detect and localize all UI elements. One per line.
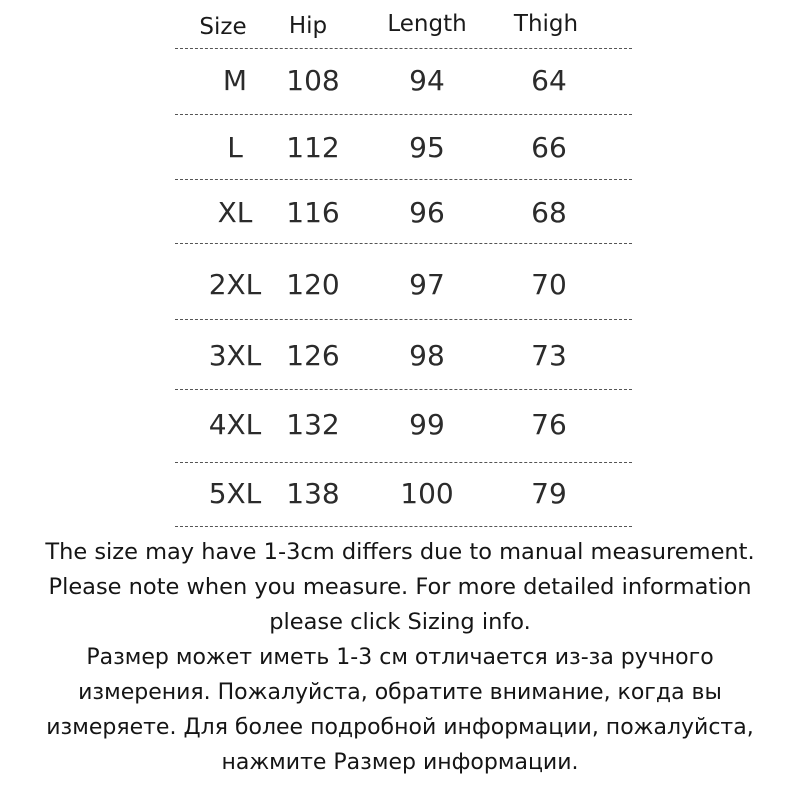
thigh-cell: 66	[531, 131, 567, 164]
length-cell: 95	[409, 131, 445, 164]
size-cell: XL	[217, 196, 253, 229]
table-row	[175, 463, 632, 527]
length-cell: 98	[409, 339, 445, 372]
russian-note-line: измеряете. Для более подробной информации, пожалуйста,	[46, 715, 754, 740]
thigh-cell: 79	[531, 477, 567, 510]
thigh-cell: 70	[531, 268, 567, 301]
hip-cell: 126	[286, 339, 340, 372]
length-cell: 94	[409, 64, 445, 97]
header-thigh: Thigh	[513, 11, 579, 37]
table-row	[175, 115, 632, 180]
table-row	[175, 244, 632, 320]
header-size: Size	[199, 14, 247, 40]
header-length: Length	[387, 11, 467, 37]
russian-note-line: измерения. Пожалуйста, обратите внимание, когда вы	[78, 680, 722, 705]
hip-cell: 120	[286, 268, 340, 301]
thigh-cell: 68	[531, 196, 567, 229]
russian-note-line: нажмите Размер информации.	[221, 750, 579, 775]
size-cell: M	[222, 64, 248, 97]
hip-cell: 138	[286, 477, 340, 510]
thigh-cell: 76	[531, 408, 567, 441]
length-cell: 96	[409, 196, 445, 229]
size-cell: 4XL	[208, 408, 262, 441]
size-cell: 3XL	[208, 339, 262, 372]
russian-note-line: Размер может иметь 1-3 см отличается из-за ручного	[86, 645, 714, 670]
russian-note	[0, 640, 800, 780]
size-cell: 2XL	[208, 268, 262, 301]
table-row	[175, 180, 632, 244]
english-note-line: please click Sizing info.	[269, 609, 531, 635]
english-note-line: The size may have 1-3cm differs due to manual measurement.	[45, 539, 755, 565]
table-row	[175, 48, 632, 115]
header-hip: Hip	[288, 13, 328, 39]
size-cell: 5XL	[208, 477, 262, 510]
english-note-line: Please note when you measure. For more detailed information	[48, 574, 752, 600]
hip-cell: 116	[286, 196, 340, 229]
length-cell: 99	[409, 408, 445, 441]
english-note	[0, 535, 800, 640]
hip-cell: 112	[286, 131, 340, 164]
thigh-cell: 73	[531, 339, 567, 372]
length-cell: 100	[400, 477, 454, 510]
table-row	[175, 320, 632, 390]
thigh-cell: 64	[531, 64, 567, 97]
table-row	[175, 390, 632, 463]
hip-cell: 108	[286, 64, 340, 97]
size-cell: L	[227, 131, 243, 164]
length-cell: 97	[409, 268, 445, 301]
table-header	[175, 0, 632, 49]
hip-cell: 132	[286, 408, 340, 441]
